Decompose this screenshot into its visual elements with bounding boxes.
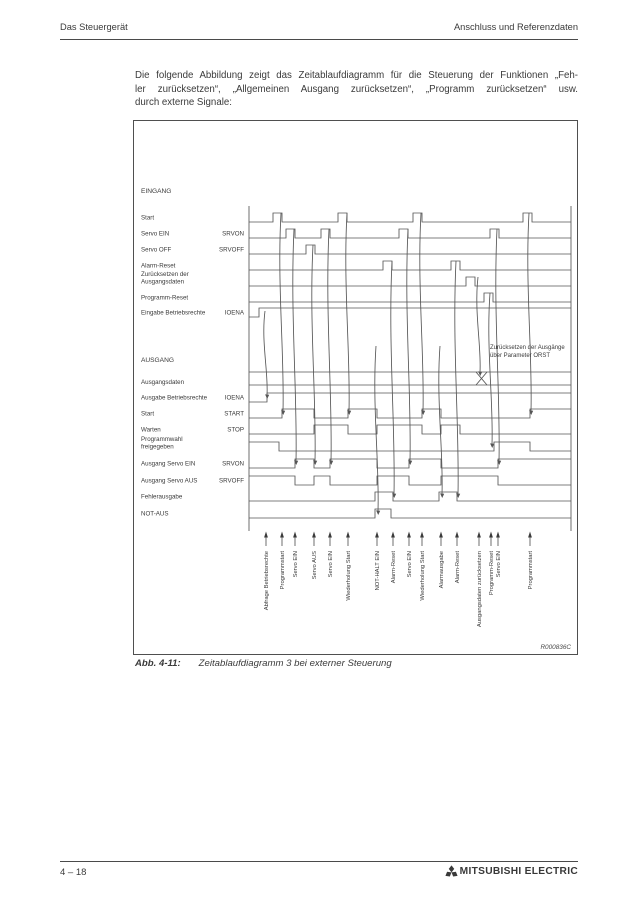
intro-paragraph [135, 69, 578, 110]
signal-label: Servo EIN [141, 230, 170, 238]
cause-line [293, 229, 296, 461]
signal-waveform [249, 509, 571, 518]
event-label: Programmstart [280, 551, 287, 590]
signal-waveform [249, 492, 571, 501]
signal-mnemonic: STOP [227, 426, 244, 434]
cause-arrowhead [440, 493, 444, 498]
signal-label: Ausgangsdaten [141, 278, 185, 286]
figure-frame [133, 120, 578, 655]
event-label: Wiederholung Start [420, 551, 427, 601]
signal-mnemonic: SRVON [222, 460, 244, 468]
signal-label: Servo OFF [141, 246, 172, 254]
signal-label: Eingabe Betriebsrechte [141, 309, 206, 317]
event-arrow-head [455, 532, 459, 538]
signal-label: Zurücksetzen der [141, 271, 189, 278]
caption-label: Abb. 4-11: [135, 658, 181, 669]
signal-mnemonic: IOENA [224, 309, 244, 317]
event-label: Servo EIN [328, 551, 335, 578]
signal-label: Ausgabe Betriebsrechte [141, 394, 208, 402]
event-arrow-head [264, 532, 268, 538]
cause-line [477, 277, 480, 372]
header-left: Das Steuergerät [60, 22, 128, 32]
cause-line [264, 311, 267, 395]
event-arrow-head [391, 532, 395, 538]
intro-line-1: Die folgende Abbildung zeigt das Zeitablaufdiagramm für die Steuerung der Funktionen „Feh- [135, 70, 578, 81]
signal-mnemonic: IOENA [224, 394, 244, 402]
signal-label: NOT-AUS [141, 510, 169, 518]
signal-label: Programm-Reset [141, 294, 189, 302]
figure-ref-code: R000836C [540, 644, 571, 651]
section-label: AUSGANG [141, 357, 174, 364]
event-arrow-head [346, 532, 350, 538]
caption-text: Zeitablaufdiagramm 3 bei externer Steuerung [198, 658, 392, 669]
signal-waveform [249, 476, 571, 485]
cause-arrowhead [265, 394, 269, 399]
cause-line [455, 261, 458, 494]
signal-label: Start [141, 410, 155, 418]
signal-waveform [249, 308, 571, 317]
signal-label: Ausgang Servo EIN [141, 460, 196, 468]
event-arrow-head [420, 532, 424, 538]
event-label: Alarmausgabe [439, 551, 446, 589]
cause-line [407, 229, 410, 461]
event-arrow-head [439, 532, 443, 538]
event-label: Wiederholung Start [346, 551, 353, 601]
event-label: Servo AUS [312, 551, 319, 580]
signal-waveform [249, 393, 571, 402]
event-arrow-head [407, 532, 411, 538]
cause-line [439, 346, 442, 494]
cause-line [346, 213, 349, 411]
event-label: Programm-Reset [489, 551, 496, 596]
signal-label: Ausgang Servo AUS [141, 477, 198, 485]
signal-label: Start [141, 214, 155, 222]
event-label: Abfrage Betriebsrechte [264, 551, 271, 611]
cause-line [420, 213, 423, 411]
signal-mnemonic: SRVOFF [219, 246, 244, 254]
cause-line [528, 213, 531, 411]
signal-waveform [249, 229, 571, 238]
intro-line-2: ler zurücksetzen“, „Allgemeinen Ausgang zurücksetzen“, „Programm zurücksetzen“ usw. [135, 83, 578, 95]
annotation-text: Zurücksetzen der Ausgänge [490, 345, 565, 351]
event-label: NOT-HALT EIN [375, 551, 382, 591]
page-number: 4 – 18 [60, 867, 87, 878]
signal-mnemonic: START [224, 410, 244, 418]
signal-label: Programmwahl [141, 436, 183, 443]
signal-waveform [249, 293, 571, 302]
signal-mnemonic: SRVON [222, 230, 244, 238]
event-label: Servo EIN [407, 551, 414, 578]
signal-waveform [249, 277, 571, 286]
brand-text: MITSUBISHI ELECTRIC [459, 865, 578, 877]
annotation-text: über Parameter ORST [490, 352, 551, 359]
timing-diagram [134, 121, 579, 656]
event-arrow-head [477, 532, 481, 538]
header-rule [60, 39, 578, 40]
signal-waveform [249, 261, 571, 270]
event-label: Servo EIN [293, 551, 300, 578]
event-arrow-head [280, 532, 284, 538]
signal-label: Ausgangsdaten [141, 379, 185, 386]
cause-arrowhead [376, 510, 380, 515]
event-label: Ausgangsdaten zurücksetzen [477, 551, 484, 628]
event-label: Alarm-Reset [391, 551, 398, 584]
signal-mnemonic: SRVOFF [219, 477, 244, 485]
cause-line [328, 229, 331, 461]
section-label: EINGANG [141, 188, 172, 195]
intro-line-3: durch externe Signale: [135, 97, 232, 109]
footer-rule [60, 861, 578, 862]
signal-label: Warten [141, 426, 161, 434]
event-arrow-head [496, 532, 500, 538]
event-label: Programmstart [528, 551, 535, 590]
event-arrow-head [328, 532, 332, 538]
cause-line [312, 245, 315, 461]
signal-label: Alarm-Reset [141, 262, 176, 270]
event-label: Servo EIN [496, 551, 503, 578]
signal-label: Fehlerausgabe [141, 493, 183, 501]
brand-mark [445, 865, 578, 877]
event-arrow-head [293, 532, 297, 538]
event-label: Alarm-Reset [455, 551, 462, 584]
figure-caption [135, 658, 392, 669]
cause-line [489, 293, 492, 444]
header-right: Anschluss und Referenzdaten [453, 22, 578, 32]
signal-waveform [249, 213, 571, 222]
signal-label: freigegeben [141, 443, 174, 451]
mitsubishi-logo-icon [445, 865, 458, 877]
event-arrow-head [375, 532, 379, 538]
event-arrow-head [528, 532, 532, 538]
cause-line [391, 261, 394, 494]
event-arrow-head [312, 532, 316, 538]
signal-waveform [249, 245, 571, 254]
cause-line [280, 213, 283, 411]
event-arrow-head [489, 532, 493, 538]
cause-line [375, 346, 378, 511]
